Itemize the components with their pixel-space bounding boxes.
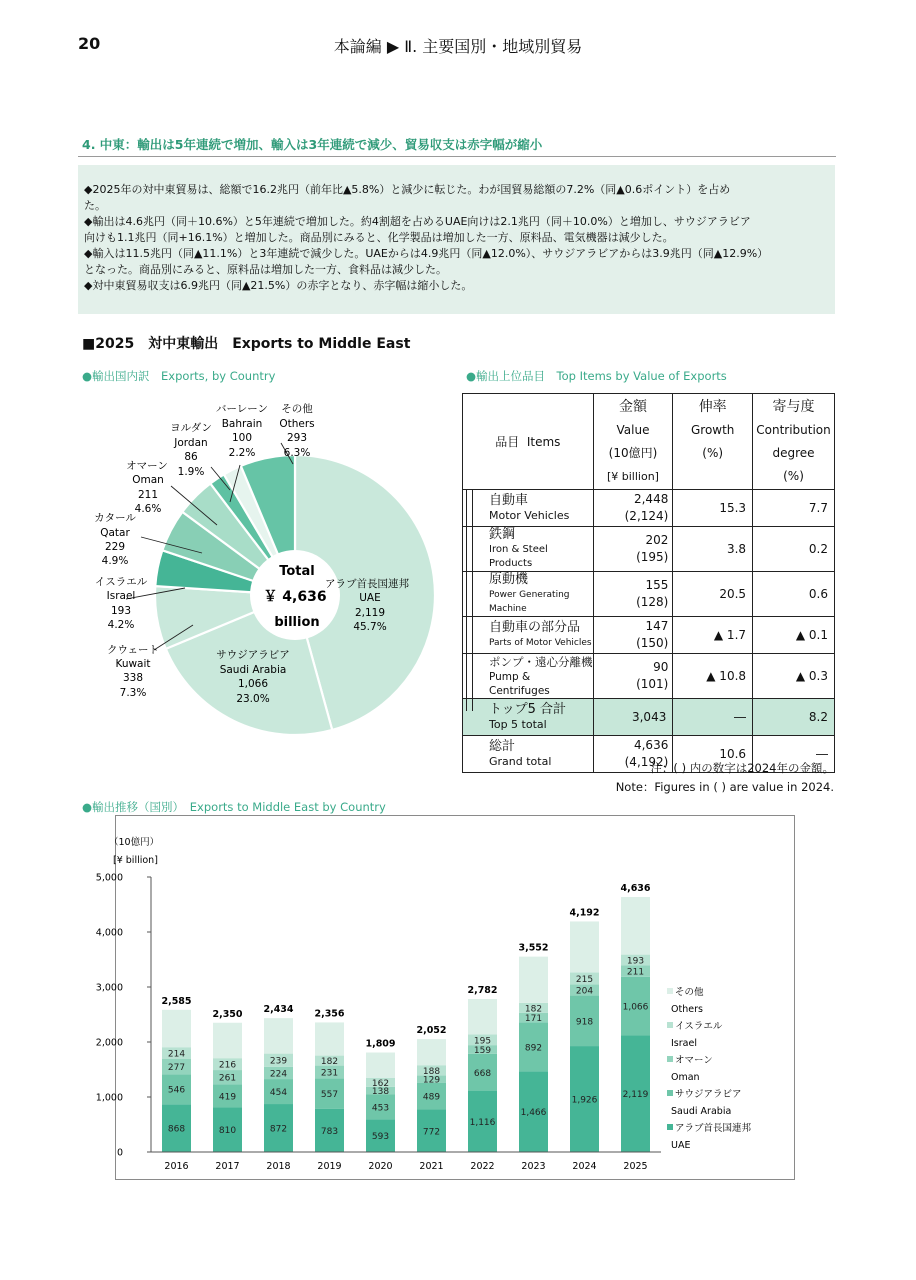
pie-label-saudi-value: 1,066 (237, 678, 269, 690)
x-tick-label: 2016 (164, 1161, 189, 1172)
item-value-cell (593, 527, 673, 572)
bar-data-label: 159 (473, 1046, 492, 1057)
top5-growth: ― (673, 699, 753, 736)
x-tick-label: 2022 (470, 1161, 495, 1172)
total-contribution: ― (753, 736, 835, 773)
bar-data-label: 261 (218, 1073, 237, 1084)
bar-segment-others (213, 1023, 242, 1058)
table-bracket-line (472, 490, 473, 711)
pie-label-qatar-pct: 4.9% (101, 555, 129, 567)
bar-segment-others (621, 897, 650, 955)
pie-label-kuwait-en: Kuwait (115, 658, 151, 670)
legend-swatch (667, 988, 673, 994)
item-name-cell (463, 654, 594, 699)
item-prev-value: (150) (636, 636, 669, 650)
pie-subhead: ●輸出国内訳 Exports, by Country (82, 369, 276, 383)
pie-label-qatar-en: Qatar (100, 527, 130, 539)
bar-data-label: 193 (626, 956, 645, 967)
bar-total-label: 2,356 (314, 1008, 345, 1020)
block-title: ■2025 対中東輸出 Exports to Middle East (82, 336, 411, 352)
header-growth-en: Growth (690, 423, 735, 437)
legend-label-jp: その他 (675, 987, 704, 998)
item-name-cell (463, 572, 594, 617)
pie-label-jordan-pct: 1.9% (177, 466, 205, 478)
table-row (463, 654, 835, 699)
item-name-jp: 鉄鋼 (489, 527, 516, 542)
bar-data-label: 489 (422, 1092, 441, 1103)
item-growth: ▲ 1.7 (673, 617, 753, 654)
table-note-en: Note：Figures in ( ) are value in 2024. (615, 780, 834, 794)
header-growth (673, 394, 753, 490)
pie-label-others-pct: 6.3% (283, 447, 311, 459)
legend-label-jp: サウジアラビア (675, 1089, 742, 1100)
y-tick-label: 3,000 (95, 982, 123, 994)
bar-data-label: 216 (218, 1060, 237, 1071)
total-name-jp: 総計 (489, 739, 516, 754)
item-name-en: Pump & Centrifuges (489, 671, 550, 697)
bar-data-label: 211 (626, 967, 645, 978)
bar-segment-others (264, 1018, 293, 1053)
x-tick-label: 2024 (572, 1161, 597, 1172)
pie-label-saudi-pct: 23.0% (236, 693, 270, 705)
chart-unit-en: [¥ billion] (113, 855, 158, 866)
bar-total-label: 2,434 (263, 1004, 294, 1016)
summary-line: ◆対中東貿易収支は6.9兆円（同▲21.5%）の赤字となり、赤字幅は縮小した。 (84, 279, 473, 292)
item-growth: 20.5 (673, 572, 753, 617)
pie-label-bahrain-jp: バーレーン (215, 403, 269, 415)
item-contribution: ▲ 0.1 (753, 617, 835, 654)
summary-box (78, 165, 835, 314)
bar-total-label: 2,350 (212, 1008, 243, 1020)
pie-label-israel-en: Israel (106, 590, 136, 602)
bar-data-label: 810 (218, 1126, 237, 1137)
header-contribution (753, 394, 835, 490)
bar-data-label: 1,466 (520, 1108, 547, 1119)
bar-data-label: 454 (269, 1088, 288, 1099)
item-value: 202 (645, 533, 669, 547)
header-growth-unit: (%) (702, 446, 724, 460)
pie-label-saudi-en: Saudi Arabia (219, 664, 287, 676)
legend-label-en: Israel (671, 1038, 697, 1049)
bar-data-label: 138 (371, 1087, 390, 1098)
x-tick-label: 2020 (368, 1161, 393, 1172)
summary-line: 向けも1.1兆円（同+16.1%）と増加した。商品別にみると、化学製品は増加した一方、原料品、電気機器は減少した。 (84, 231, 674, 244)
bar-segment-others (417, 1039, 446, 1065)
pie-label-bahrain-value: 100 (231, 432, 253, 444)
summary-line: ◆2025年の対中東貿易は、総額で16.2兆円（前年比▲5.8%）と減少に転じた。わが国貿易総額の7.2%（同▲0.6ポイント）を占め (84, 183, 731, 196)
header-growth-jp: 伸率 (698, 399, 727, 415)
page-number: 20 (78, 34, 101, 53)
table-row (463, 527, 835, 572)
pie-label-others-value: 293 (286, 432, 308, 444)
export-share-pie-chart (75, 395, 455, 745)
y-tick-label: 1,000 (95, 1092, 123, 1104)
item-value-cell (593, 654, 673, 699)
table-header-row (463, 394, 835, 490)
pie-label-israel-jp: イスラエル (94, 576, 148, 588)
header-item-en: Items (526, 435, 561, 449)
section-divider (78, 156, 836, 157)
y-tick-label: 2,000 (95, 1037, 123, 1049)
item-value: 90 (653, 660, 669, 674)
item-prev-value: (101) (636, 677, 669, 691)
bar-data-label: 182 (524, 1004, 543, 1015)
running-header: 本論編 ▶ Ⅱ. 主要国別・地域別貿易 (333, 37, 583, 56)
bar-segment-others (315, 1022, 344, 1055)
pie-label-uae-jp: アラブ首長国連邦 (325, 578, 409, 590)
bar-data-label: 783 (320, 1126, 339, 1137)
section-title: 4. 中東：輸出は5年連続で増加、輸入は3年連続で減少、貿易収支は赤字幅が縮小 (82, 137, 543, 152)
y-tick-label: 4,000 (95, 927, 123, 939)
table-subhead: ●輸出上位品目 Top Items by Value of Exports (466, 369, 727, 383)
pie-label-israel-value: 193 (110, 605, 132, 617)
table-note-jp: 注：( ) 内の数字は2024年の金額。 (650, 761, 834, 775)
bar-data-label: 214 (167, 1049, 186, 1060)
top5-contribution: 8.2 (753, 699, 835, 736)
header-contribution-jp: 寄与度 (772, 398, 815, 415)
trend-subhead: ●輸出推移（国別） Exports to Middle East by Country (82, 800, 386, 814)
summary-line: ◆輸出は4.6兆円（同＋10.6%）と5年連続で増加した。約4割超を占めるUAE向けは2.1兆円（同＋10.0%）と増加し、サウジアラビア (84, 215, 751, 228)
item-prev-value: (195) (636, 550, 669, 564)
legend-label-en: Others (671, 1004, 703, 1015)
pie-label-bahrain-pct: 2.2% (228, 447, 256, 459)
bar-data-label: 872 (269, 1124, 288, 1135)
exports-trend-chart (95, 815, 795, 1180)
pie-label-oman-en: Oman (132, 474, 164, 486)
header-item (463, 394, 594, 490)
header-value-en: Value (616, 422, 650, 437)
item-value: 147 (645, 619, 669, 633)
pie-label-israel-pct: 4.2% (107, 619, 135, 631)
pie-label-qatar-jp: カタール (94, 512, 136, 524)
pie-label-uae-value: 2,119 (354, 607, 386, 619)
total-growth: 10.6 (673, 736, 753, 773)
pie-label-oman-pct: 4.6% (134, 503, 162, 515)
table-row (463, 490, 835, 527)
y-tick-label: 5,000 (95, 872, 123, 884)
bar-segment-others (162, 1010, 191, 1047)
top5-value: 3,043 (593, 699, 673, 736)
bar-data-label: 204 (575, 986, 594, 997)
pie-label-others-jp: その他 (281, 403, 313, 415)
header-value-unit: (10億円) (608, 445, 658, 460)
legend-swatch (667, 1022, 673, 1028)
bar-data-label: 892 (524, 1043, 543, 1054)
bar-data-label: 162 (371, 1078, 390, 1089)
header-contribution-en: Contribution (756, 422, 831, 437)
bar-data-label: 195 (473, 1036, 492, 1047)
bar-data-label: 419 (218, 1092, 237, 1103)
bar-data-label: 918 (575, 1017, 594, 1028)
pie-label-saudi-jp: サウジアラビア (216, 649, 290, 661)
item-growth: 3.8 (673, 527, 753, 572)
item-value-cell (593, 490, 673, 527)
top5-name-en: Top 5 total (489, 718, 547, 731)
bar-data-label: 772 (422, 1127, 441, 1138)
item-name-en: Power Generating Machine (489, 590, 570, 614)
item-name-jp: 自動車 (489, 493, 529, 508)
bar-segment-others (468, 999, 497, 1034)
table-row (463, 617, 835, 654)
bar-data-label: 215 (575, 974, 594, 985)
total-name-en: Grand total (489, 755, 552, 768)
bar-data-label: 1,926 (571, 1095, 598, 1106)
item-value: 155 (645, 578, 669, 592)
item-name-cell (463, 490, 594, 527)
pie-label-qatar-value: 229 (104, 541, 126, 553)
bar-segment-others (519, 957, 548, 1003)
bar-data-label: 129 (422, 1075, 441, 1086)
pie-center-value: ￥ 4,636 (263, 589, 327, 605)
y-tick-label: 0 (116, 1147, 123, 1159)
bar-segment-others (570, 921, 599, 972)
bar-segment-others (366, 1053, 395, 1078)
bar-data-label: 239 (269, 1056, 288, 1067)
item-contribution: 0.2 (753, 527, 835, 572)
pie-label-others-en: Others (279, 418, 315, 430)
pie-label-uae-pct: 45.7% (353, 621, 387, 633)
pie-label-bahrain-en: Bahrain (221, 418, 263, 430)
bar-total-label: 2,052 (416, 1025, 447, 1037)
item-prev-value: (128) (636, 595, 669, 609)
table-row (463, 572, 835, 617)
bar-data-label: 224 (269, 1069, 288, 1080)
x-tick-label: 2021 (419, 1161, 444, 1172)
bar-data-label: 182 (320, 1057, 339, 1068)
item-growth: ▲ 10.8 (673, 654, 753, 699)
summary-line: た。 (84, 199, 106, 212)
item-prev-value: (2,124) (624, 509, 669, 523)
item-name-en: Iron & Steel Products (489, 544, 548, 569)
pie-center-unit: billion (274, 615, 320, 630)
bar-total-label: 3,552 (518, 942, 549, 954)
x-tick-label: 2017 (215, 1161, 240, 1172)
bar-data-label: 277 (167, 1063, 186, 1074)
item-growth: 15.3 (673, 490, 753, 527)
bar-data-label: 188 (422, 1066, 441, 1077)
legend-label-jp: イスラエル (675, 1021, 723, 1032)
bar-data-label: 668 (473, 1068, 492, 1079)
x-tick-label: 2025 (623, 1161, 648, 1172)
bar-data-label: 557 (320, 1090, 339, 1101)
summary-line: ◆輸入は11.5兆円（同▲11.1%）と3年連続で減少した。UAEからは4.9兆円（同▲12.0%）、サウジアラビアからは3.9兆円（同▲12.9%） (84, 247, 769, 260)
item-name-en: Parts of Motor Vehicles (489, 638, 592, 648)
pie-label-kuwait-value: 338 (122, 672, 144, 684)
table-row-top5 (463, 699, 835, 736)
legend-swatch (667, 1124, 673, 1130)
item-name-jp: ポンプ・遠心分離機 (489, 655, 593, 669)
item-value-cell (593, 617, 673, 654)
bar-total-label: 2,782 (467, 984, 498, 996)
pie-label-jordan-jp: ヨルダン (170, 422, 212, 434)
bar-data-label: 453 (371, 1103, 390, 1114)
legend-label-en: Oman (671, 1072, 700, 1083)
bar-data-label: 2,119 (622, 1090, 649, 1101)
top5-name-jp: トップ5 合計 (489, 702, 567, 717)
item-name-jp: 自動車の部分品 (489, 620, 581, 635)
item-name-jp: 原動機 (489, 572, 529, 587)
x-tick-label: 2018 (266, 1161, 291, 1172)
bar-total-label: 1,809 (365, 1038, 396, 1050)
pie-label-uae-en: UAE (359, 592, 381, 604)
pie-center-total: Total (279, 564, 315, 579)
item-contribution: ▲ 0.3 (753, 654, 835, 699)
summary-line: となった。商品別にみると、原料品は増加した一方、食料品は減少した。 (84, 263, 447, 276)
pie-label-kuwait-pct: 7.3% (119, 687, 147, 699)
pie-label-kuwait-jp: クウェート (106, 644, 160, 656)
item-name-en: Motor Vehicles (489, 509, 570, 522)
bar-data-label: 171 (524, 1014, 543, 1025)
table-bracket-line (466, 490, 467, 711)
bar-total-label: 4,636 (620, 883, 651, 895)
top-items-table (462, 393, 835, 773)
total-value: 4,636 (633, 738, 669, 752)
bar-data-label: 593 (371, 1132, 390, 1143)
item-contribution: 7.7 (753, 490, 835, 527)
header-contribution-en2: degree (772, 445, 815, 460)
legend-label-en: UAE (671, 1140, 691, 1151)
item-value-cell (593, 572, 673, 617)
bar-data-label: 868 (167, 1124, 186, 1135)
legend-label-jp: アラブ首長国連邦 (675, 1123, 752, 1134)
pie-label-jordan-en: Jordan (174, 437, 208, 449)
item-contribution: 0.6 (753, 572, 835, 617)
legend-swatch (667, 1090, 673, 1096)
pie-label-oman-jp: オマーン (126, 460, 168, 472)
item-name-cell (463, 617, 594, 654)
bar-data-label: 546 (167, 1085, 186, 1096)
header-contribution-unit: (%) (783, 468, 804, 483)
legend-swatch (667, 1056, 673, 1062)
header-item-jp: 品目 (495, 435, 520, 449)
header-value-unit-en: [¥ billion] (606, 469, 659, 483)
bar-data-label: 231 (320, 1068, 339, 1079)
pie-label-oman-value: 211 (137, 489, 159, 501)
bar-data-label: 1,116 (469, 1117, 496, 1128)
header-value-jp: 金額 (618, 398, 647, 415)
legend-label-en: Saudi Arabia (671, 1106, 732, 1117)
header-value (593, 394, 673, 490)
bar-total-label: 4,192 (569, 907, 600, 919)
total-prev-value: (4,192) (624, 755, 669, 769)
bar-total-label: 2,585 (161, 995, 192, 1007)
item-name-cell (463, 699, 594, 736)
pie-label-jordan-value: 86 (184, 451, 198, 463)
item-name-cell (463, 527, 594, 572)
x-tick-label: 2019 (317, 1161, 342, 1172)
x-tick-label: 2023 (521, 1161, 546, 1172)
item-value: 2,448 (633, 492, 669, 506)
chart-unit-jp: （10億円） (109, 837, 160, 848)
legend-label-jp: オマーン (675, 1055, 713, 1066)
bar-data-label: 1,066 (622, 1002, 649, 1013)
